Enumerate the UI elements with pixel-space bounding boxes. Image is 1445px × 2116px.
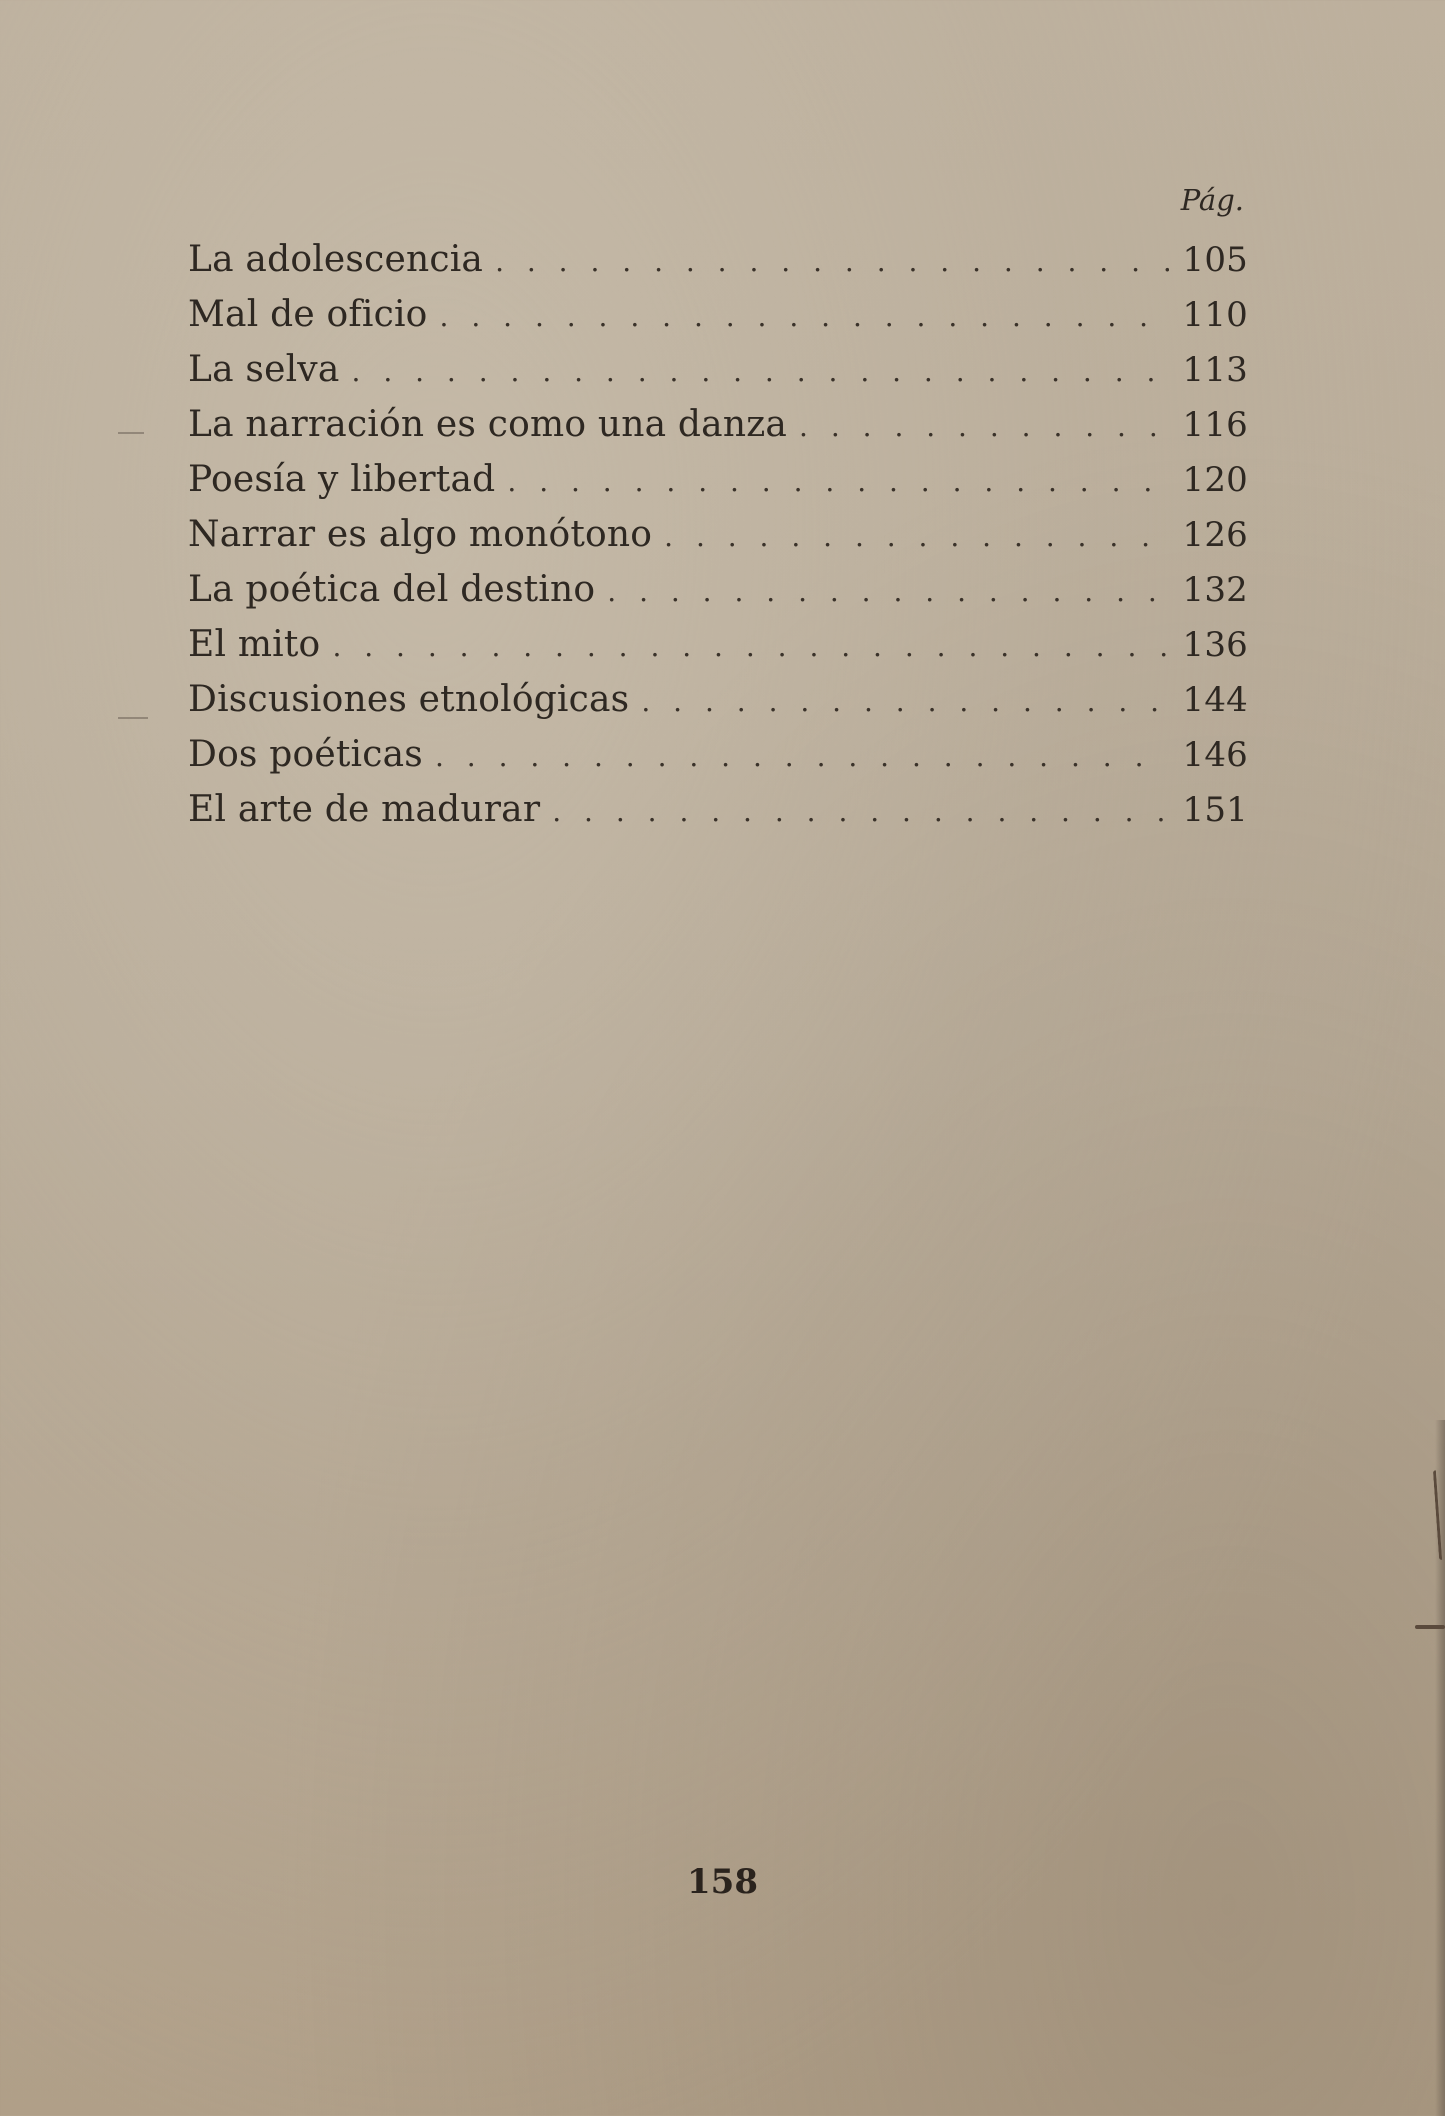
dot-leader <box>435 729 1169 784</box>
dot-leader <box>352 344 1169 399</box>
toc-entry-title: La poética del destino <box>188 569 596 610</box>
toc-entry-title: Dos poéticas <box>188 734 423 775</box>
toc-entry-page: 113 <box>1182 350 1248 390</box>
toc-entry-page: 105 <box>1182 240 1248 280</box>
toc-entry[interactable] <box>188 397 1248 452</box>
dot-leader <box>507 454 1168 509</box>
toc-entry[interactable] <box>188 232 1248 287</box>
toc-entry-title: La narración es como una danza <box>188 404 788 445</box>
toc-entry-page: 110 <box>1182 295 1248 335</box>
toc-entry-title: El arte de madurar <box>188 789 541 830</box>
toc-entry-page: 126 <box>1182 515 1248 555</box>
margin-mark <box>118 432 144 434</box>
toc-entry-page: 116 <box>1182 405 1248 445</box>
toc-entry[interactable] <box>188 617 1248 672</box>
dot-leader <box>607 564 1168 619</box>
toc-entry-title: La selva <box>188 349 340 390</box>
toc-entry-page: 132 <box>1182 570 1248 610</box>
toc-entry[interactable] <box>188 452 1248 507</box>
toc-entry[interactable] <box>188 727 1248 782</box>
toc-entry-title: Poesía y libertad <box>188 459 496 500</box>
toc-entry-page: 144 <box>1182 680 1248 720</box>
toc-entry-page: 120 <box>1182 460 1248 500</box>
toc-entry-page: 151 <box>1182 790 1248 830</box>
toc-entry-page: 136 <box>1182 625 1248 665</box>
margin-mark <box>118 717 148 719</box>
page-number: 158 <box>687 1862 758 1902</box>
dot-leader <box>332 619 1168 674</box>
dot-leader <box>664 509 1168 564</box>
table-of-contents <box>188 180 1248 837</box>
toc-entry-title: Mal de oficio <box>188 294 428 335</box>
paper-tear-mark-2 <box>1415 1625 1445 1629</box>
toc-entry[interactable] <box>188 342 1248 397</box>
dot-leader <box>641 674 1168 729</box>
toc-entry[interactable] <box>188 782 1248 837</box>
dot-leader <box>799 399 1168 454</box>
dot-leader <box>552 784 1168 839</box>
dot-leader <box>440 289 1169 344</box>
toc-entry[interactable] <box>188 287 1248 342</box>
toc-entry[interactable] <box>188 672 1248 727</box>
page-column-header: Pág. <box>1180 183 1244 217</box>
toc-entry-title: La adolescencia <box>188 239 484 280</box>
toc-entry[interactable] <box>188 562 1248 617</box>
toc-entry-title: Discusiones etnológicas <box>188 679 630 720</box>
toc-entry-title: El mito <box>188 624 321 665</box>
dot-leader <box>495 234 1168 289</box>
toc-entry-title: Narrar es algo monótono <box>188 514 653 555</box>
toc-entry[interactable] <box>188 507 1248 562</box>
toc-entry-page: 146 <box>1182 735 1248 775</box>
